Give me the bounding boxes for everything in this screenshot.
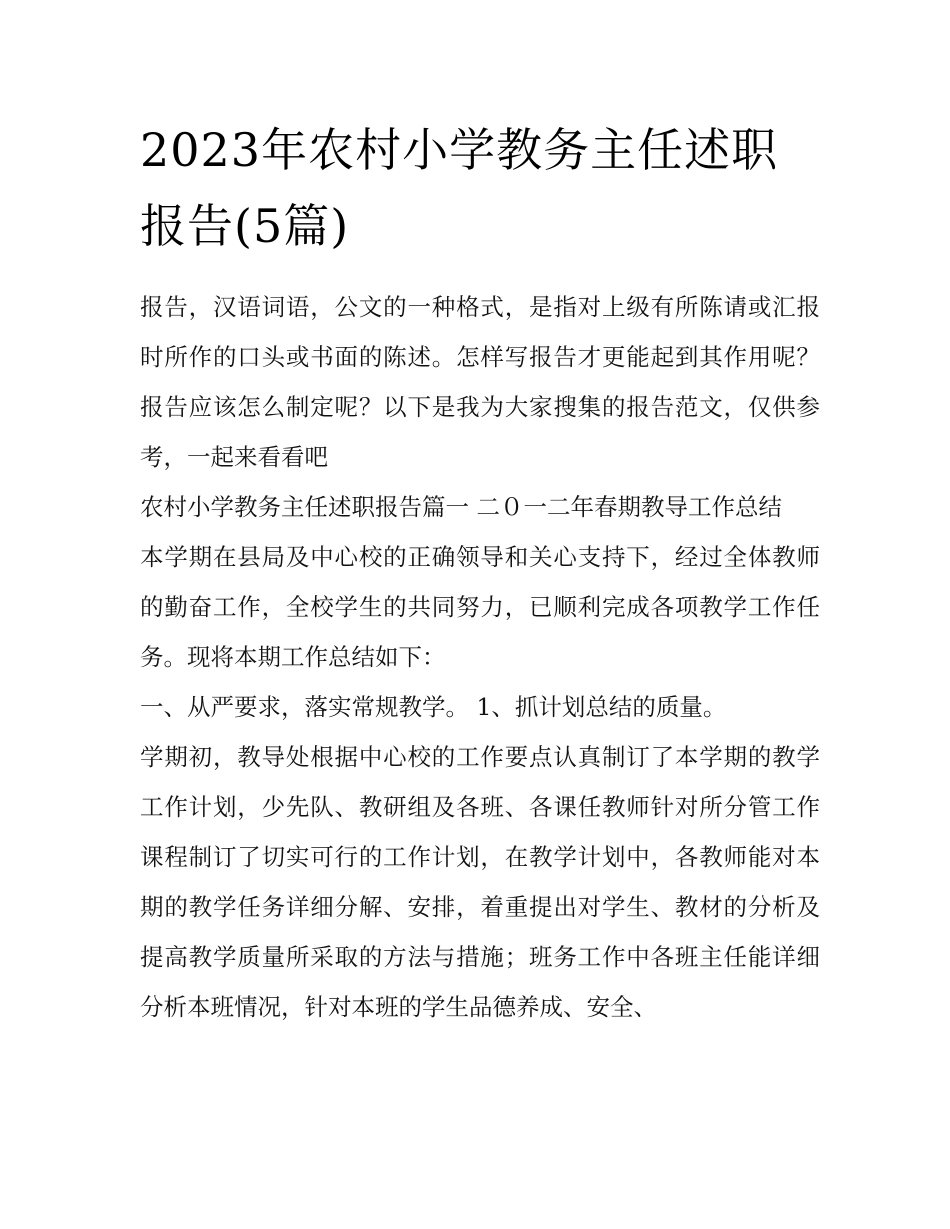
- summary-paragraph: 本学期在县局及中心校的正确领导和关心支持下，经过全体教师的勤奋工作，全校学生的共同努力，已顺利完成各项教学工作任务。现将本期工作总结如下：: [140, 543, 820, 671]
- section-heading-paragraph: 农村小学教务主任述职报告篇一 二０一二年春期教导工作总结: [140, 493, 782, 521]
- document-body: [140, 282, 820, 1032]
- intro-paragraph: 报告，汉语词语，公文的一种格式，是指对上级有所陈请或汇报时所作的口头或书面的陈述。怎样写报告才更能起到其作用呢？报告应该怎么制定呢？以下是我为大家搜集的报告范文，仅供参考，一起来看看吧: [140, 293, 820, 471]
- plan-paragraph: 学期初，教导处根据中心校的工作要点认真制订了本学期的教学工作计划，少先队、教研组及各班、各课任教师针对所分管工作课程制订了切实可行的工作计划，在教学计划中，各教师能对本期的教学任务详细分解、安排，着重提出对学生、教材的分析及提高教学质量所采取的方法与措施；班务工作中各班主任能详细分析本班情况，针对本班的学生品德养成、安全、: [140, 743, 820, 1021]
- subsection-heading-paragraph: 一、从严要求，落实常规教学。 1、抓计划总结的质量。: [140, 693, 727, 721]
- document-title: 2023年农村小学教务主任述职报告(5篇): [140, 123, 779, 253]
- document-page: [140, 112, 820, 1032]
